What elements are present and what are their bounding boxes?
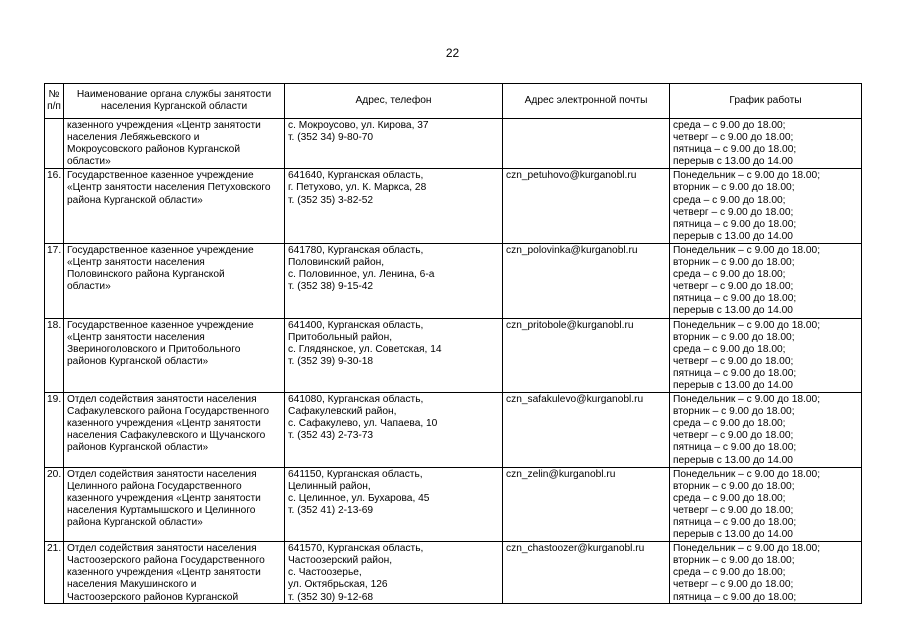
row-number-cell: 19. xyxy=(45,393,64,468)
schedule-line: среда – с 9.00 до 18.00; xyxy=(673,418,786,430)
name-line: Отдел содействия занятости населения xyxy=(67,543,257,555)
name-line: Отдел содействия занятости населения xyxy=(67,394,257,406)
address-line: т. (352 39) 9-30-18 xyxy=(288,355,374,367)
address-cell xyxy=(285,318,503,393)
address-line: Целинный район, xyxy=(288,480,371,492)
schedule-cell xyxy=(670,243,862,318)
org-name-cell xyxy=(64,243,285,318)
email-cell[interactable] xyxy=(503,318,670,393)
address-line: с. Глядянское, ул. Советская, 14 xyxy=(288,343,442,355)
address-line: г. Петухово, ул. К. Маркса, 28 xyxy=(288,182,427,194)
address-line: 641570, Курганская область, xyxy=(288,543,424,555)
schedule-cell xyxy=(670,393,862,468)
schedule-line: Понедельник – с 9.00 до 18.00; xyxy=(673,319,821,331)
address-line: т. (352 35) 3-82-52 xyxy=(288,194,374,206)
schedule-line: пятница – с 9.00 до 18.00; xyxy=(673,517,797,528)
name-line: казенного учреждения «Центр занятости xyxy=(67,418,261,430)
schedule-line: Понедельник – с 9.00 до 18.00; xyxy=(673,394,821,406)
address-line: Сафакулевский район, xyxy=(288,406,397,418)
schedule-line: четверг – с 9.00 до 18.00; xyxy=(673,132,794,144)
org-name-cell xyxy=(64,119,285,169)
name-line: населения Лебяжьевского и xyxy=(67,132,200,144)
name-line: казенного учреждения «Центр занятости xyxy=(67,492,261,504)
address-line: 641400, Курганская область, xyxy=(288,319,424,331)
name-line: Государственное казенное учреждение xyxy=(67,319,254,331)
name-line: Частоозерского района Государственного xyxy=(67,555,265,567)
schedule-line: пятница – с 9.00 до 18.00; xyxy=(673,591,797,603)
schedule-line: среда – с 9.00 до 18.00; xyxy=(673,567,786,579)
name-line: Отдел содействия занятости населения xyxy=(67,468,257,480)
row-number-cell: 21. xyxy=(45,542,64,604)
address-line: 641080, Курганская область, xyxy=(288,394,424,406)
schedule-line: четверг – с 9.00 до 18.00; xyxy=(673,206,794,218)
header-address: Адрес, телефон xyxy=(285,84,503,119)
name-line: Целинного района Государственного xyxy=(67,480,242,492)
row-number-cell: 17. xyxy=(45,243,64,318)
schedule-line: перерыв с 13.00 до 14.00 xyxy=(673,529,793,541)
row-number-cell xyxy=(45,119,64,169)
page-number: 22 xyxy=(445,46,460,60)
schedule-line: вторник – с 9.00 до 18.00; xyxy=(673,480,795,492)
name-line: районов Курганской области» xyxy=(67,355,209,367)
address-cell xyxy=(285,119,503,169)
address-line: т. (352 41) 2-13-69 xyxy=(288,504,374,516)
table-row xyxy=(45,542,862,604)
schedule-line: среда – с 9.00 до 18.00; xyxy=(673,492,786,504)
schedule-cell xyxy=(670,467,862,542)
schedule-line: четверг – с 9.00 до 18.00; xyxy=(673,430,794,442)
schedule-line: пятница – с 9.00 до 18.00; xyxy=(673,218,797,230)
schedule-line: перерыв с 13.00 до 14.00 xyxy=(673,379,793,391)
address-cell xyxy=(285,467,503,542)
schedule-line: вторник – с 9.00 до 18.00; xyxy=(673,257,795,269)
address-line: Частоозерский район, xyxy=(288,555,393,567)
address-line: т. (352 34) 9-80-70 xyxy=(288,132,374,144)
name-line: «Центр занятости населения xyxy=(67,331,205,343)
address-line: Половинский район, xyxy=(288,257,385,269)
address-line: ул. Октябрьская, 126 xyxy=(288,579,388,591)
address-cell xyxy=(285,243,503,318)
schedule-line: среда – с 9.00 до 18.00; xyxy=(673,120,786,131)
address-cell xyxy=(285,169,503,244)
row-number-cell: 20. xyxy=(45,467,64,542)
email-cell[interactable] xyxy=(503,542,670,604)
name-line: казенного учреждения «Центр занятости xyxy=(67,120,261,131)
header-name: Наименование органа службы занятости населения Курганской области xyxy=(64,84,285,119)
address-cell xyxy=(285,542,503,604)
header-schedule: График работы xyxy=(670,84,862,119)
schedule-line: четверг – с 9.00 до 18.00; xyxy=(673,504,794,516)
name-line: районов Курганской области» xyxy=(67,442,209,454)
address-line: 641640, Курганская область, xyxy=(288,170,424,182)
header-num: № п/п xyxy=(45,84,64,119)
schedule-line: перерыв с 13.00 до 14.00 xyxy=(673,305,793,317)
schedule-line: перерыв с 13.00 до 14.00 xyxy=(673,156,793,168)
schedule-line: вторник – с 9.00 до 18.00; xyxy=(673,555,795,567)
name-line: Государственное казенное учреждение xyxy=(67,244,254,256)
schedule-line: пятница – с 9.00 до 18.00; xyxy=(673,293,797,305)
email-link[interactable]: czn_petuhovo@kurganobl.ru xyxy=(506,170,637,182)
name-line: Сафакулевского района Государственного xyxy=(67,406,270,418)
email-cell[interactable] xyxy=(503,393,670,468)
address-line: с. Мокроусово, ул. Кирова, 37 xyxy=(288,120,429,131)
address-line: т. (352 30) 9-12-68 xyxy=(288,591,374,603)
table-row xyxy=(45,243,862,318)
table-row xyxy=(45,318,862,393)
table-row xyxy=(45,119,862,169)
schedule-line: пятница – с 9.00 до 18.00; xyxy=(673,367,797,379)
email-cell[interactable] xyxy=(503,243,670,318)
name-line: района Курганской области» xyxy=(67,194,203,206)
table-row xyxy=(45,169,862,244)
schedule-line: четверг – с 9.00 до 18.00; xyxy=(673,355,794,367)
schedule-line: Понедельник – с 9.00 до 18.00; xyxy=(673,468,821,480)
org-name-cell xyxy=(64,318,285,393)
address-line: с. Сафакулево, ул. Чапаева, 10 xyxy=(288,418,438,430)
schedule-line: вторник – с 9.00 до 18.00; xyxy=(673,331,795,343)
name-line: района Курганской области» xyxy=(67,517,203,528)
schedule-line: вторник – с 9.00 до 18.00; xyxy=(673,406,795,418)
name-line: Государственное казенное учреждение xyxy=(67,170,254,182)
name-line: области» xyxy=(67,281,111,293)
name-line: населения Сафакулевского и Щучанского xyxy=(67,430,266,442)
schedule-line: вторник – с 9.00 до 18.00; xyxy=(673,182,795,194)
schedule-line: среда – с 9.00 до 18.00; xyxy=(673,343,786,355)
org-name-cell xyxy=(64,393,285,468)
schedule-cell xyxy=(670,542,862,604)
schedule-cell xyxy=(670,119,862,169)
row-number-cell: 16. xyxy=(45,169,64,244)
email-link[interactable]: czn_safakulevo@kurganobl.ru xyxy=(506,394,644,406)
name-line: Мокроусовского районов Курганской xyxy=(67,144,241,156)
email-cell[interactable] xyxy=(503,467,670,542)
name-line: населения Куртамышского и Целинного xyxy=(67,504,256,516)
email-link[interactable]: czn_zelin@kurganobl.ru xyxy=(506,468,616,480)
address-line: т. (352 38) 9-15-42 xyxy=(288,281,374,293)
address-line: с. Целинное, ул. Бухарова, 45 xyxy=(288,492,430,504)
schedule-line: Понедельник – с 9.00 до 18.00; xyxy=(673,543,821,555)
schedule-line: четверг – с 9.00 до 18.00; xyxy=(673,281,794,293)
schedule-line: перерыв с 13.00 до 14.00 xyxy=(673,454,793,466)
table-row xyxy=(45,393,862,468)
org-name-cell xyxy=(64,467,285,542)
schedule-line: пятница – с 9.00 до 18.00; xyxy=(673,144,797,156)
schedule-line: Понедельник – с 9.00 до 18.00; xyxy=(673,170,821,182)
email-link[interactable]: czn_chastoozer@kurganobl.ru xyxy=(506,543,645,555)
table-header-row xyxy=(45,84,862,119)
name-line: казенного учреждения «Центр занятости xyxy=(67,567,261,579)
employment-centers-table xyxy=(44,83,862,604)
schedule-line: Понедельник – с 9.00 до 18.00; xyxy=(673,244,821,256)
schedule-cell xyxy=(670,318,862,393)
name-line: населения Макушинского и xyxy=(67,579,197,591)
address-cell xyxy=(285,393,503,468)
address-line: Притобольный район, xyxy=(288,331,393,343)
org-name-cell xyxy=(64,169,285,244)
row-number-cell: 18. xyxy=(45,318,64,393)
schedule-line: среда – с 9.00 до 18.00; xyxy=(673,269,786,281)
name-line: Частоозерского районов Курганской xyxy=(67,591,239,603)
address-line: с. Частоозерье, xyxy=(288,567,362,579)
name-line: «Центр занятости населения xyxy=(67,257,205,269)
schedule-line: четверг – с 9.00 до 18.00; xyxy=(673,579,794,591)
schedule-line: среда – с 9.00 до 18.00; xyxy=(673,194,786,206)
name-line: Звериноголовского и Притобольного xyxy=(67,343,241,355)
name-line: области» xyxy=(67,156,111,168)
name-line: Половинского района Курганской xyxy=(67,269,225,281)
schedule-line: перерыв с 13.00 до 14.00 xyxy=(673,230,793,242)
schedule-line: пятница – с 9.00 до 18.00; xyxy=(673,442,797,454)
address-line: 641150, Курганская область, xyxy=(288,468,423,480)
org-name-cell xyxy=(64,542,285,604)
email-cell xyxy=(503,119,670,169)
name-line: «Центр занятости населения Петуховского xyxy=(67,182,271,194)
address-line: с. Половинное, ул. Ленина, 6-а xyxy=(288,269,435,281)
schedule-cell xyxy=(670,169,862,244)
email-link[interactable]: czn_pritobole@kurganobl.ru xyxy=(506,319,634,331)
table-body xyxy=(45,119,862,604)
email-cell[interactable] xyxy=(503,169,670,244)
table-row xyxy=(45,467,862,542)
header-email: Адрес электронной почты xyxy=(503,84,670,119)
address-line: т. (352 43) 2-73-73 xyxy=(288,430,374,442)
address-line: 641780, Курганская область, xyxy=(288,244,424,256)
email-link[interactable]: czn_polovinka@kurganobl.ru xyxy=(506,244,638,256)
